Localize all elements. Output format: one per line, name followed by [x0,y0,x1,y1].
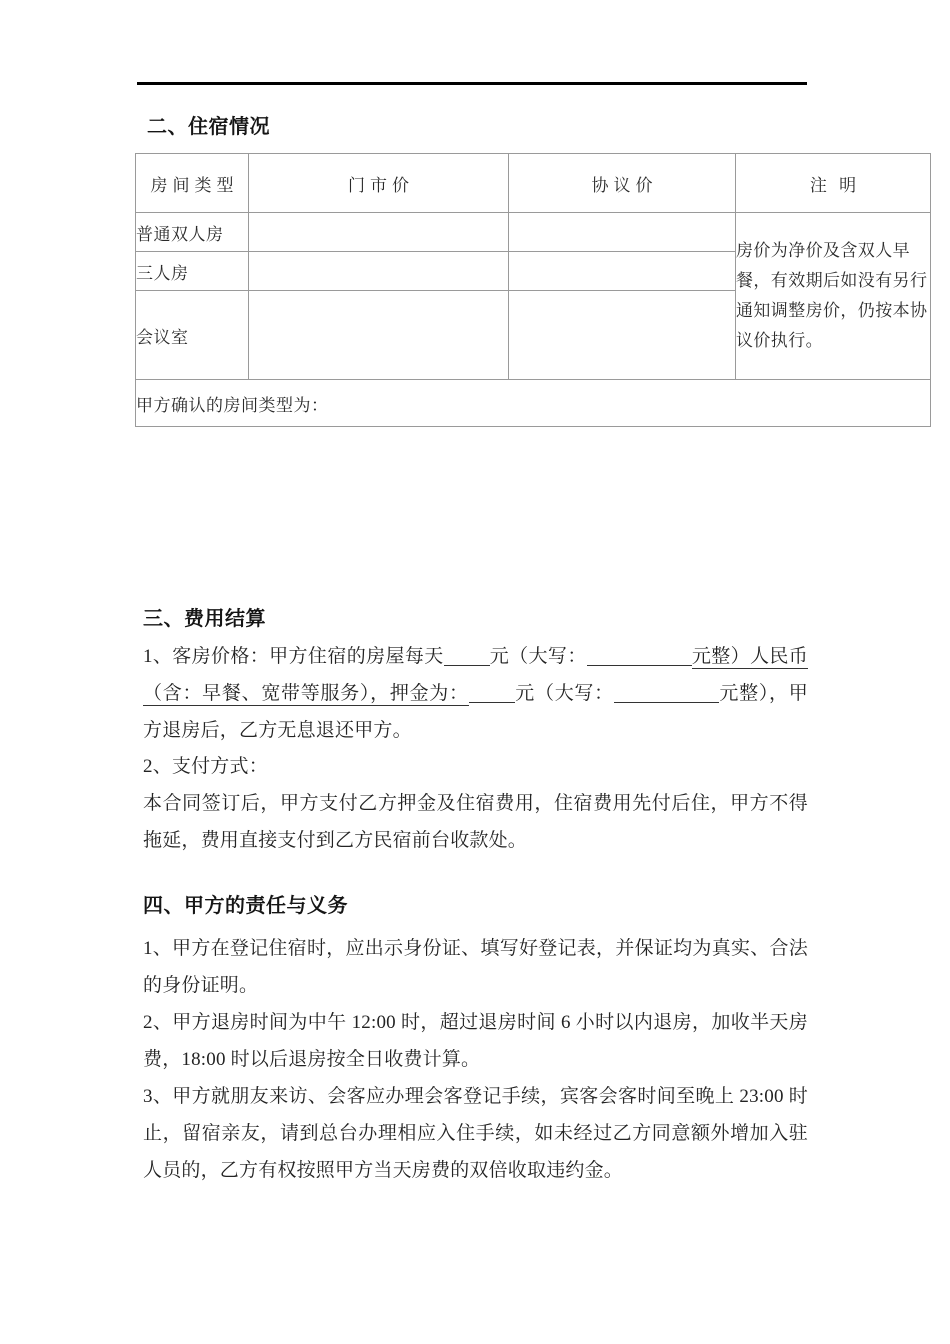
header-divider-rule [137,82,807,85]
rack-rate-cell-meeting-room[interactable] [249,291,509,380]
remark-cell: 房价为净价及含双人早餐，有效期后如没有另行通知调整房价，仍按本协议价执行。 [736,213,931,380]
room-price-text-5: 元整），甲方退房后，乙方无息退还甲方。 [143,683,808,741]
room-price-text-2: 元（大写： [489,646,587,667]
table-footer-row [136,380,931,427]
section-heading-accommodation: 二、住宿情况 [147,116,270,138]
paragraph-duty-item-1: 1、甲方在登记住宿时，应出示身份证、填写好登记表，并保证均为真实、合法的身份证明。 [143,938,808,996]
section-heading-settlement: 三、费用结算 [143,608,266,630]
table-header-agreed-rate: 协议价 [509,154,736,213]
room-type-triple: 三人房 [136,252,249,291]
room-type-standard-double: 普通双人房 [136,213,249,252]
paragraph-duty-item-2: 2、甲方退房时间为中午 12:00 时，超过退房时间 6 小时以内退房，加收半天房费，18:00 时以后退房按全日收费计算。 [143,1012,808,1070]
agreed-rate-cell-meeting-room[interactable] [509,291,736,380]
table-header-rack-rate: 门市价 [249,154,509,213]
confirmed-room-type-cell[interactable]: 甲方确认的房间类型为： [136,380,931,427]
table-row [136,213,931,252]
agreed-rate-cell-triple[interactable] [509,252,736,291]
agreed-rate-cell-standard-double[interactable] [509,213,736,252]
deposit-amount-blank[interactable] [469,683,515,703]
table-header-remark: 注 明 [736,154,931,213]
room-price-words-blank[interactable] [587,646,692,666]
paragraph-room-price [143,638,808,749]
table-header-room-type: 房间类型 [136,154,249,213]
table-header-row [136,154,931,213]
section-heading-party-a-duty: 四、甲方的责任与义务 [143,895,348,917]
room-type-meeting-room: 会议室 [136,291,249,380]
deposit-words-blank[interactable] [614,683,719,703]
paragraph-payment-method-body: 本合同签订后，甲方支付乙方押金及住宿费用，住宿费用先付后住，甲方不得拖延，费用直接支付到乙方民宿前台收款处。 [143,793,808,851]
rack-rate-cell-triple[interactable] [249,252,509,291]
room-price-text-4: 元（大写： [514,683,614,704]
rack-rate-cell-standard-double[interactable] [249,213,509,252]
room-rate-table [135,153,931,427]
room-price-amount-blank[interactable] [444,646,490,666]
paragraph-duty-item-3: 3、甲方就朋友来访、会客应办理会客登记手续，宾客会客时间至晚上 23:00 时止，留宿亲友，请到总台办理相应入住手续，如未经过乙方同意额外增加入驻人员的，乙方有权按照甲方当天房费的双倍收取违约金。 [143,1086,808,1181]
room-price-prefix: 1、客房价格：甲方住宿的房屋每天 [143,646,444,667]
paragraph-payment-method-heading: 2、支付方式： [143,756,268,777]
room-price-text-3: 元整）人民币（含：早餐、宽带等服务），押金为： [143,646,808,704]
